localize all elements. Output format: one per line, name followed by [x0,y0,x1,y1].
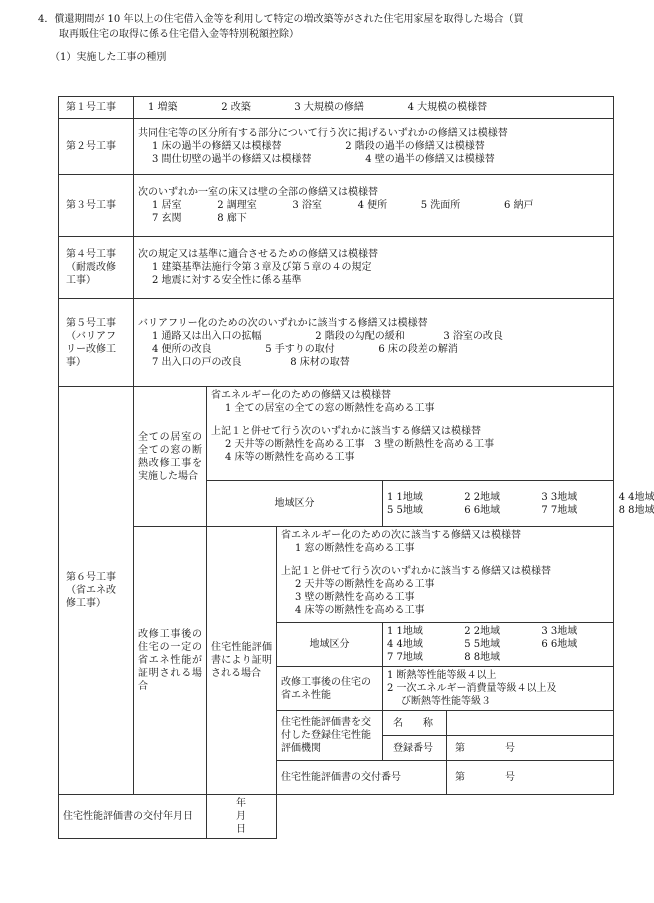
region-option[interactable]: 1 1地域 [387,491,423,503]
region-option[interactable]: 6 6地域 [464,504,501,516]
work-4-item[interactable]: 1 建築基準法施行令第３章及び第５章の４の規定 [152,262,372,273]
work-3-item[interactable]: 6 納戸 [503,200,534,211]
work-6b-text: 上記１と併せて行う次のいずれかに該当する修繕又は模様替 [281,566,551,577]
work-3-item[interactable]: 1 居室 [152,200,182,211]
work-5-item[interactable]: 3 浴室の改良 [443,330,503,342]
work-2-intro: 共同住宅等の区分所有する部分について行う次に掲げるいずれかの修繕又は模様替 [138,128,508,139]
work-6a-item[interactable]: 2 天井等の断熱性を高める工事 3 壁の断熱性を高める工事 [225,439,495,450]
work-1-content [134,97,614,119]
region-option[interactable]: 7 7地域 [387,652,423,663]
work-6-label: 第６号工事 （省エネ改 修工事） [59,387,134,795]
work-1-item[interactable]: 4 大規模の模様替 [407,102,488,113]
work-row-2 [59,119,614,175]
work-2-label: 第２号工事 [59,119,134,175]
region-label: 地域区分 [207,481,383,527]
reg-number-field[interactable]: 第 号 [447,736,614,761]
work-row-1 [59,97,614,119]
work-3-item[interactable]: 7 玄関 [152,213,182,224]
work-5-item[interactable]: 6 床の段差の解消 [378,343,458,355]
work-6a-item[interactable]: 1 全ての居室の全ての窓の断熱性を高める工事 [225,403,435,414]
region-option[interactable]: 3 3地域 [541,491,578,503]
work-1-item[interactable]: 1 増築 [148,102,178,113]
perf-label: 改修工事後の住宅の省エネ性能 [277,667,383,711]
work-5-item[interactable]: 5 手すりの取付 [265,343,335,355]
section-heading [38,12,613,42]
region-option[interactable]: 1 1地域 [387,626,423,637]
region-label: 地域区分 [277,623,383,667]
work-type-table [58,96,654,839]
work-4-intro: 次の規定又は基準に適合させるための修繕又は模様替 [138,249,378,260]
work-5-item[interactable]: 2 階段の勾配の緩和 [315,330,405,342]
region-option[interactable]: 5 5地域 [387,504,423,516]
work-6b-item[interactable]: 2 天井等の断熱性を高める工事 [295,579,435,590]
work-row-6b-date [59,795,614,839]
work-6b-item[interactable]: 3 壁の断熱性を高める工事 [295,592,415,603]
work-row-3 [59,175,614,237]
work-1-item[interactable]: 3 大規模の修繕 [294,102,364,113]
work-6b-item[interactable]: 1 窓の断熱性を高める工事 [295,543,415,554]
work-5-item[interactable]: 1 通路又は出入口の拡幅 [152,330,262,342]
issue-date-field[interactable]: 年 月 日 [207,795,277,839]
work-row-5 [59,299,614,387]
sub-heading: （1）実施した工事の種別 [50,52,167,63]
work-3-item[interactable]: 4 便所 [357,200,388,211]
work-5-item[interactable]: 4 便所の改良 [152,343,212,355]
region-option[interactable]: 8 8地域 [618,504,654,516]
work-6a-condition: 全ての居室の全ての窓の断熱改修工事を実施した場合 [134,387,207,527]
work-6b-evidence: 住宅性能評価書により証明される場合 [207,527,277,795]
heading-line-2: 取再販住宅の取得に係る住宅借入金等特別税額控除） [59,29,299,40]
reg-number-label: 登録番号 [383,736,447,761]
perf-option[interactable]: 1 断熱等性能等級４以上 [387,670,497,681]
issue-number-label: 住宅性能評価書の交付番号 [277,761,447,795]
region-option[interactable]: 8 8地域 [464,652,501,663]
region-options [383,481,654,527]
work-6a-item[interactable]: 4 床等の断熱性を高める工事 [225,452,355,463]
issue-date-label: 住宅性能評価書の交付年月日 [59,795,207,839]
perf-options [383,667,614,711]
work-3-label: 第３号工事 [59,175,134,237]
work-5-item[interactable]: 8 床材の取替 [290,356,350,368]
work-1-label: 第１号工事 [59,97,134,119]
work-2-item[interactable]: 2 階段の過半の修繕又は模様替 [345,141,485,152]
work-3-content [134,175,614,237]
work-4-label: 第４号工事 （耐震改修 工事） [59,237,134,299]
work-1-item[interactable]: 2 改築 [221,102,251,113]
work-5-intro: バリアフリー化のための次のいずれかに該当する修繕又は模様替 [138,317,428,329]
region-option[interactable]: 3 3地域 [541,626,578,637]
org-name-label: 名 称 [383,711,447,736]
work-4-content [134,237,614,299]
work-6a-text: 上記１と併せて行う次のいずれかに該当する修繕又は模様替 [211,426,481,437]
perf-option[interactable]: 2 一次エネルギー消費量等級４以上及 [387,683,557,694]
region-option[interactable]: 5 5地域 [464,639,501,650]
work-6b-text: 省エネルギー化のための次に該当する修繕又は模様替 [281,530,521,541]
work-6b-item[interactable]: 4 床等の断熱性を高める工事 [295,605,425,616]
issue-number-field[interactable]: 第 号 [447,761,614,795]
perf-option-cont: び断熱等性能等級３ [401,696,491,707]
org-label: 住宅性能評価書を交付した登録住宅性能評価機関 [277,711,383,761]
work-3-item[interactable]: 2 調理室 [217,200,257,211]
work-3-item[interactable]: 5 洗面所 [420,200,461,211]
work-row-4 [59,237,614,299]
work-5-content [134,299,614,387]
work-4-item[interactable]: 2 地震に対する安全性に係る基準 [152,275,302,286]
heading-line-1: 4．償還期間が 10 年以上の住宅借入金等を利用して特定の増改築等がされた住宅用家屋を取得した場合（買 [38,14,524,25]
work-6a-text: 省エネルギー化のための修繕又は模様替 [211,390,391,401]
work-2-content [134,119,614,175]
work-6a-content [207,387,614,481]
work-2-item[interactable]: 3 間仕切壁の過半の修繕又は模様替 [152,154,312,165]
work-2-item[interactable]: 1 床の過半の修繕又は模様替 [152,141,282,152]
org-name-field[interactable] [447,711,614,736]
region-option[interactable]: 7 7地域 [541,504,578,516]
work-5-item[interactable]: 7 出入口の戸の改良 [152,356,242,368]
work-5-label: 第５号工事 （バリアフ リー改修工 事） [59,299,134,387]
work-2-item[interactable]: 4 壁の過半の修繕又は模様替 [365,154,495,165]
region-options [383,623,614,667]
work-row-6a [59,387,614,481]
work-3-item[interactable]: 8 廊下 [217,213,247,224]
region-option[interactable]: 2 2地域 [464,491,501,503]
region-option[interactable]: 6 6地域 [541,639,578,650]
region-option[interactable]: 4 4地域 [387,639,423,650]
region-option[interactable]: 4 4地域 [618,491,654,503]
work-row-6b [59,527,614,623]
work-3-intro: 次のいずれか一室の床又は壁の全部の修繕又は模様替 [138,187,378,198]
work-3-item[interactable]: 3 浴室 [292,200,322,211]
work-6b-content [277,527,614,623]
work-6b-condition: 改修工事後の住宅の一定の省エネ性能が証明される場合 [134,527,207,795]
region-option[interactable]: 2 2地域 [464,626,501,637]
